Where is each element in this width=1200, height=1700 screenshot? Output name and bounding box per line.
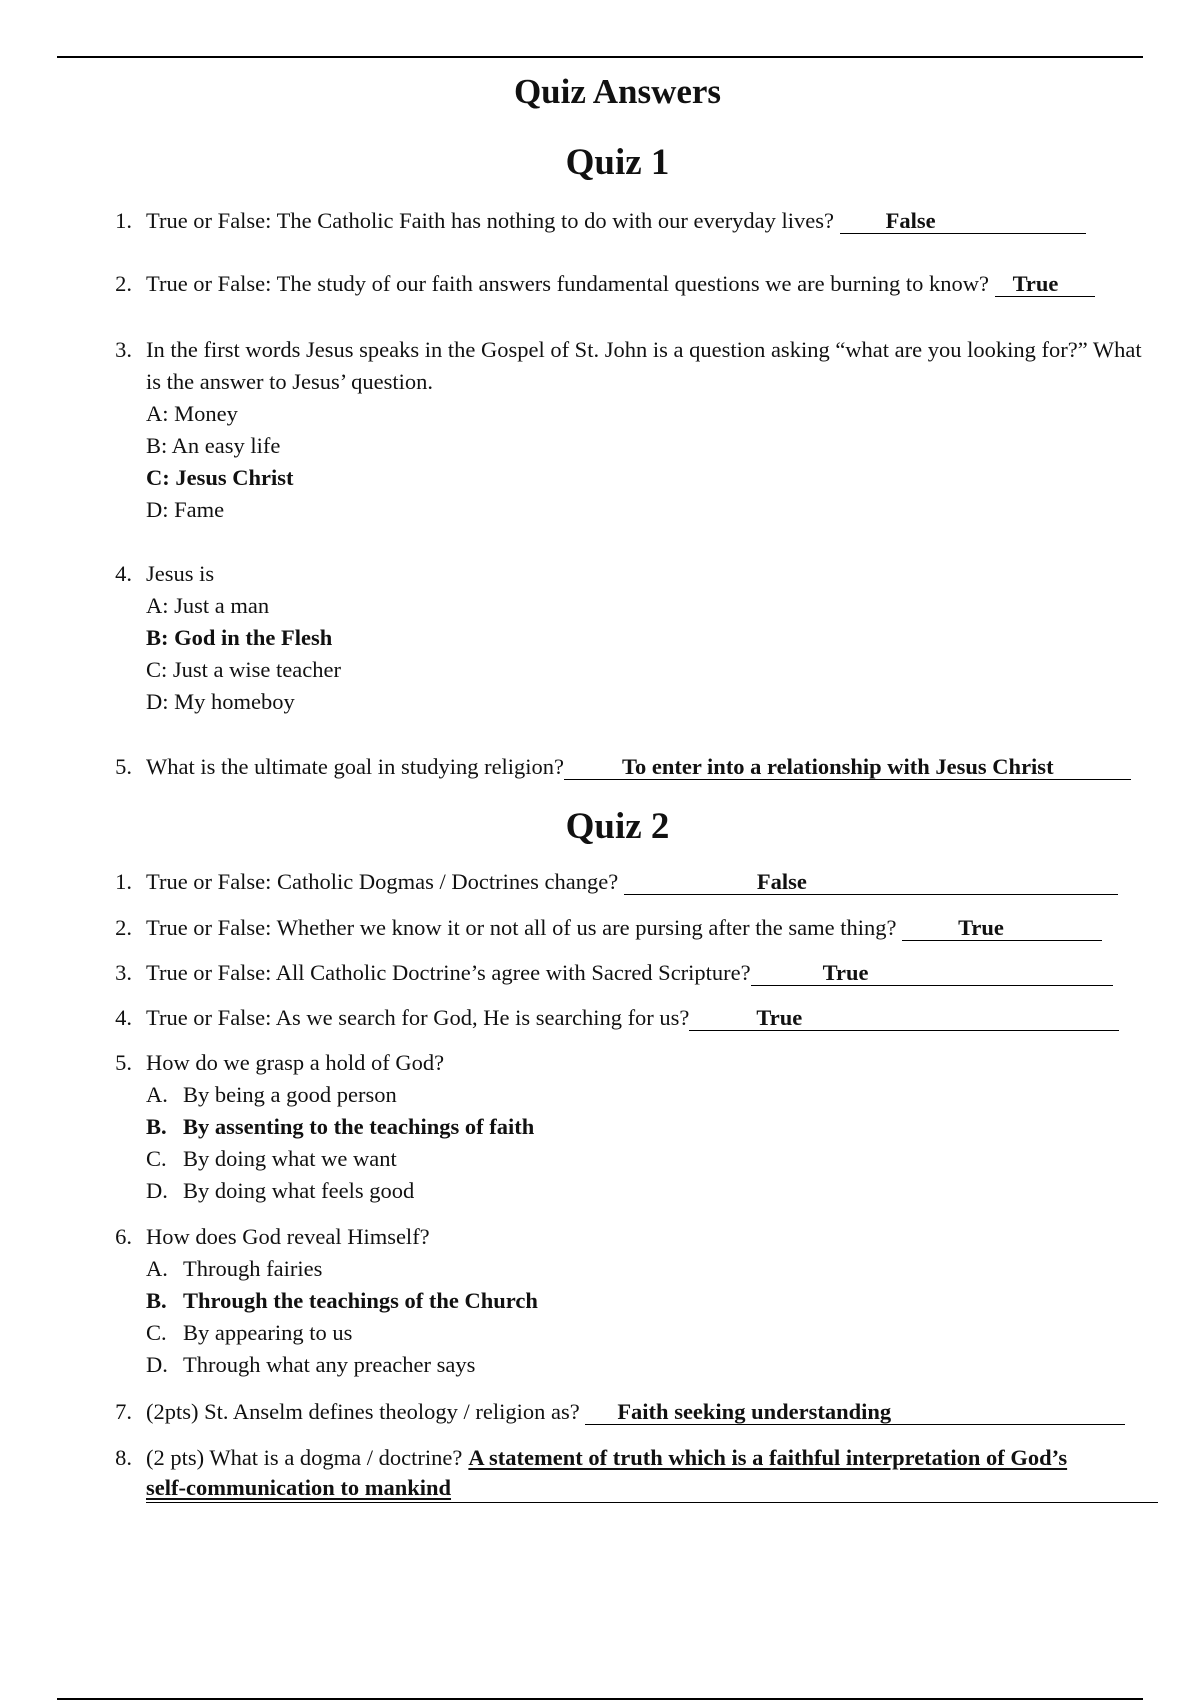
option-letter: D. — [146, 1178, 168, 1203]
quiz2-question-7 — [108, 1396, 1158, 1428]
quiz2-question-6 — [108, 1221, 1158, 1381]
question-text: Jesus is — [146, 561, 215, 586]
question-text: True or False: As we search for God, He is searching for us? — [146, 1005, 690, 1030]
option-text: By doing what we want — [183, 1146, 397, 1171]
quiz1-question-3 — [108, 334, 1158, 526]
answer-line — [689, 1006, 1119, 1031]
answer-line — [585, 1400, 1125, 1425]
answer-text: False — [756, 869, 807, 894]
answer-text: True — [1012, 271, 1059, 296]
answer-line — [840, 209, 1086, 234]
option-c — [146, 1317, 1158, 1349]
option-letter: B. — [146, 1114, 167, 1139]
option-letter: A. — [146, 1256, 168, 1281]
quiz2-question-1 — [108, 866, 1158, 898]
question-text: (2pts) St. Anselm defines theology / religion as? — [146, 1399, 580, 1424]
quiz2-question-3 — [108, 957, 1158, 989]
option-letter: D. — [146, 1352, 168, 1377]
quiz2-question-4 — [108, 1002, 1158, 1034]
question-number: 6. — [115, 1224, 132, 1249]
option-letter: B. — [146, 1288, 167, 1313]
option-text: By appearing to us — [183, 1320, 353, 1345]
option-a — [146, 1079, 1158, 1111]
question-number: 4. — [115, 1005, 132, 1030]
question-number: 7. — [115, 1399, 132, 1424]
option-text: By assenting to the teachings of faith — [183, 1114, 535, 1139]
question-text: What is the ultimate goal in studying religion? — [146, 754, 565, 779]
question-number: 2. — [115, 271, 132, 296]
answer-line — [995, 272, 1095, 297]
question-number: 1. — [115, 208, 132, 233]
question-text: True or False: All Catholic Doctrine’s agree with Sacred Scripture? — [146, 960, 751, 985]
answer-text: False — [885, 208, 936, 233]
option-b-correct — [146, 1285, 1158, 1317]
option-d: D: Fame — [146, 497, 225, 522]
option-c — [146, 1143, 1158, 1175]
option-letter: C. — [146, 1146, 167, 1171]
option-b-correct: B: God in the Flesh — [146, 625, 333, 650]
option-c: C: Just a wise teacher — [146, 657, 341, 682]
option-b: B: An easy life — [146, 433, 281, 458]
answer-text: True — [822, 960, 869, 985]
quiz1-question-5 — [108, 751, 1158, 783]
quiz2-heading: Quiz 2 — [565, 806, 670, 847]
question-text: In the first words Jesus speaks in the Gospel of St. John is a question asking “what are you looking for?” What is the answer to Jesus’ question. — [146, 337, 1142, 394]
quiz1-question-1 — [108, 205, 1158, 237]
answer-text: Faith seeking understanding — [617, 1399, 892, 1424]
question-number: 3. — [115, 960, 132, 985]
answer-line — [902, 916, 1102, 941]
answer-text: To enter into a relationship with Jesus Christ — [622, 754, 1054, 779]
option-letter: A. — [146, 1082, 168, 1107]
question-number: 1. — [115, 869, 132, 894]
question-number: 2. — [115, 915, 132, 940]
question-text: How do we grasp a hold of God? — [146, 1050, 445, 1075]
quiz1-question-4 — [108, 558, 1158, 718]
top-rule — [57, 56, 1143, 58]
option-d — [146, 1349, 1158, 1381]
quiz1-question-2 — [108, 268, 1158, 300]
question-text: True or False: Whether we know it or not all of us are pursing after the same thing? — [146, 915, 897, 940]
option-b-correct — [146, 1111, 1158, 1143]
option-c-correct: C: Jesus Christ — [146, 465, 294, 490]
question-text: True or False: The study of our faith answers fundamental questions we are burning to know? — [146, 271, 989, 296]
page-title: Quiz Answers — [513, 72, 722, 111]
question-text: (2 pts) What is a dogma / doctrine? — [146, 1445, 463, 1470]
answer-text-line2: self-communication to mankind — [146, 1475, 452, 1500]
option-a — [146, 1253, 1158, 1285]
question-number: 8. — [115, 1445, 132, 1470]
question-number: 5. — [115, 1050, 132, 1075]
option-text: Through what any preacher says — [183, 1352, 476, 1377]
option-d — [146, 1175, 1158, 1207]
option-text: Through fairies — [183, 1256, 323, 1281]
question-number: 5. — [115, 754, 132, 779]
answer-text: True — [958, 915, 1004, 940]
answer-line — [564, 755, 1131, 780]
question-number: 3. — [115, 337, 132, 362]
answer-text: True — [756, 1005, 803, 1030]
answer-line — [751, 961, 1113, 986]
option-text: Through the teachings of the Church — [183, 1288, 538, 1313]
question-number: 4. — [115, 561, 132, 586]
option-a: A: Just a man — [146, 593, 270, 618]
question-text: True or False: The Catholic Faith has nothing to do with our everyday lives? — [146, 208, 835, 233]
option-letter: C. — [146, 1320, 167, 1345]
quiz1-heading: Quiz 1 — [565, 142, 670, 183]
question-text: True or False: Catholic Dogmas / Doctrines change? — [146, 869, 619, 894]
answer-line — [624, 870, 1118, 895]
question-text: How does God reveal Himself? — [146, 1224, 430, 1249]
quiz2-question-8 — [108, 1442, 1158, 1503]
option-text: By being a good person — [183, 1082, 397, 1107]
option-a: A: Money — [146, 401, 238, 426]
quiz2-question-2 — [108, 912, 1158, 944]
answer-text-line1: A statement of truth which is a faithful interpretation of God’s — [468, 1445, 1068, 1470]
option-d: D: My homeboy — [146, 689, 295, 714]
option-text: By doing what feels good — [183, 1178, 415, 1203]
quiz2-question-5 — [108, 1047, 1158, 1207]
